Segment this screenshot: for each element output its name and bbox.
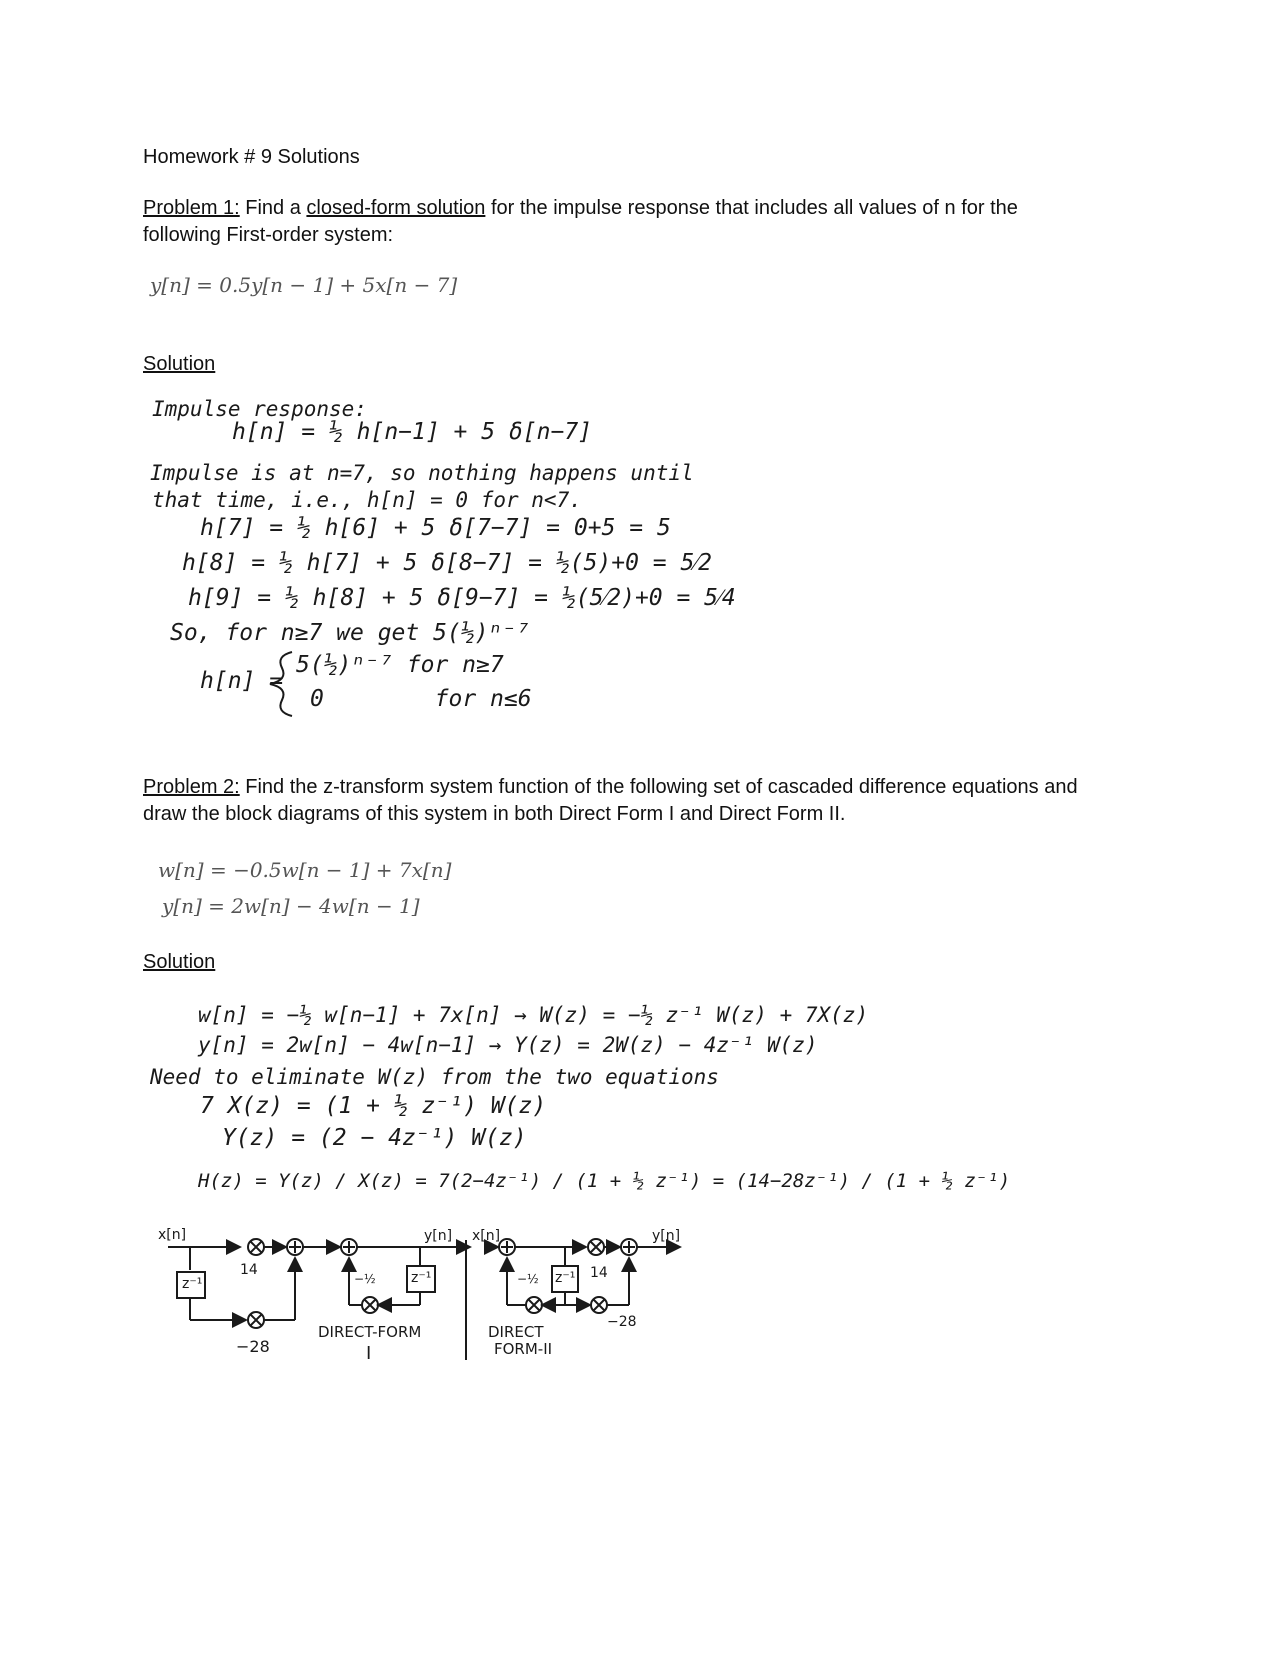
hw-p2-line-0: w[n] = −½ w[n−1] + 7x[n] → W(z) = −½ z⁻¹ W(z) + 7X(z) [198,1003,869,1027]
closed-form-link: closed-form solution [306,197,486,219]
df2-delay-label: z⁻¹ [555,1270,576,1286]
problem2-solution-heading: Solution [143,951,216,973]
df1-output-label: y[n] [424,1228,453,1244]
hw-p1-line-3: that time, i.e., h[n] = 0 for n<7. [152,488,582,512]
df2-gain-minus-28: −28 [607,1314,637,1330]
df1-delay1-label: z⁻¹ [182,1276,203,1292]
hw-p2-line-5: H(z) = Y(z) / X(z) = 7(2−4z⁻¹) / (1 + ½ z⁻¹) = (14−28z⁻¹) / (1 + ½ z⁻¹) [198,1170,1011,1192]
problem1-text-b: for the impulse response that includes all values of n for the following First-order system: [143,197,1018,246]
hw-p1-line-5: h[8] = ½ h[7] + 5 δ[8−7] = ½(5)+0 = 5⁄2 [182,550,713,576]
df2-title-line1: DIRECT [488,1323,544,1341]
hw-p1-line-7: So, for n≥7 we get 5(½)ⁿ⁻⁷ [170,620,531,646]
df2-input-label: x[n] [472,1228,501,1244]
direct-form-2-diagram [485,1239,680,1313]
problem2-label: Problem 2: [143,776,240,798]
problem2-eq2: y[n] = 2w[n] − 4w[n − 1] [162,894,420,918]
problem1-equation: y[n] = 0.5y[n − 1] + 5x[n − 7] [150,273,458,297]
df1-delay2-label: z⁻¹ [411,1270,432,1286]
df2-output-label: y[n] [652,1228,681,1244]
df1-input-label: x[n] [158,1227,187,1243]
hw-p1-line-9: 5(½)ⁿ⁻⁷ for n≥7 [296,652,504,678]
hw-p1-line-8: h[n] = [200,668,284,694]
hw-p1-line-10: 0 for n≤6 [310,686,532,712]
df1-gain-minus-half: −½ [354,1272,376,1286]
problem1-text-a: Find a [239,197,307,219]
hw-p1-line-2: Impulse is at n=7, so nothing happens until [150,461,694,485]
problem2-eq1: w[n] = −0.5w[n − 1] + 7x[n] [158,858,452,882]
df1-gain-minus-28: −28 [236,1337,270,1356]
df2-gain-14: 14 [590,1265,608,1281]
hw-p1-line-0: Impulse response: [152,397,367,421]
document-title: Homework # 9 Solutions [143,146,360,168]
hw-p1-line-1: h[n] = ½ h[n−1] + 5 δ[n−7] [232,419,593,445]
problem2-text: Find the z-transform system function of the following set of cascaded difference equations and draw the block diagrams of this system in both Direct Form I and Direct Form II. [143,776,1078,825]
df2-title-line2: FORM-II [494,1340,553,1358]
hw-p2-line-3: 7 X(z) = (1 + ½ z⁻¹) W(z) [200,1093,547,1119]
hw-p1-line-4: h[7] = ½ h[6] + 5 δ[7−7] = 0+5 = 5 [200,515,671,541]
problem1-solution-heading: Solution [143,353,216,375]
df1-title-line2: I [366,1343,372,1364]
df1-title-line1: DIRECT-FORM [318,1323,422,1341]
hw-p2-line-1: y[n] = 2w[n] − 4w[n−1] → Y(z) = 2W(z) − 4z⁻¹ W(z) [198,1033,818,1057]
hw-p1-line-6: h[9] = ½ h[8] + 5 δ[9−7] = ½(5⁄2)+0 = 5⁄4 [188,585,736,611]
df2-gain-minus-half: −½ [517,1272,539,1286]
hw-p2-line-4: Y(z) = (2 − 4z⁻¹) W(z) [222,1125,527,1151]
hw-p2-line-2: Need to eliminate W(z) from the two equations [150,1065,719,1089]
df1-gain-14: 14 [240,1262,258,1278]
problem1-label: Problem 1: [143,197,240,219]
